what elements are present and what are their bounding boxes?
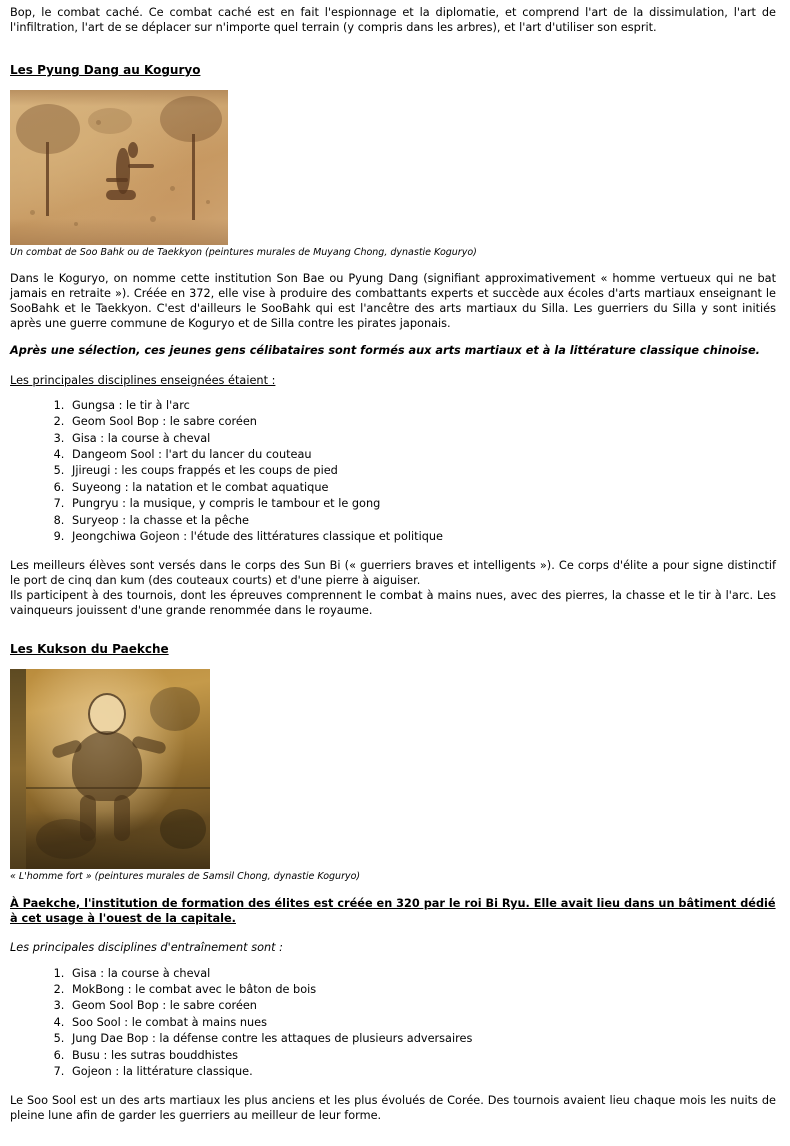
list-item: 3. Geom Sool Bop : le sabre coréen bbox=[68, 998, 776, 1014]
figure-caption-samsil: « L'homme fort » (peintures murales de Samsil Chong, dynastie Koguryo) bbox=[10, 871, 361, 883]
list-item: 2. Geom Sool Bop : le sabre coréen bbox=[68, 414, 776, 430]
list-item: 4. Soo Sool : le combat à mains nues bbox=[68, 1015, 776, 1031]
section1-closing-2: Ils participent à des tournois, dont les épreuves comprennent le combat à mains nues, avec des pierres, la chasse et le tir à l'arc. Les vainqueurs jouissent d'une grande renommée dans le royaume. bbox=[10, 589, 776, 618]
list-item: 5. Jjireugi : les coups frappés et les coups de pied bbox=[68, 463, 776, 479]
section1-emphasis: Après une sélection, ces jeunes gens célibataires sont formés aux arts martiaux et à la littérature classique chinoise. bbox=[10, 344, 760, 358]
intro-paragraph: Bop, le combat caché. Ce combat caché est en fait l'espionnage et la diplomatie, et comprend l'art de la dissimulation, l'art de l'infiltration, l'art de se déplacer sur n'importe quel terrain (y compris dans les arbres), et l'art d'utiliser son esprit. bbox=[10, 6, 776, 34]
list-item: 8. Suryeop : la chasse et la pêche bbox=[68, 513, 776, 529]
list-item: 2. MokBong : le combat avec le bâton de bois bbox=[68, 982, 776, 998]
figure-samsil-mural bbox=[10, 669, 776, 884]
mural-image-samsil bbox=[10, 669, 210, 869]
list-item: 9. Jeongchiwa Gojeon : l'étude des littératures classique et politique bbox=[68, 529, 776, 545]
section1-disciplines-list bbox=[10, 398, 776, 545]
list-item: 5. Jung Dae Bop : la défense contre les attaques de plusieurs adversaires bbox=[68, 1031, 776, 1047]
list-item: 7. Pungryu : la musique, y compris le tambour et le gong bbox=[68, 496, 776, 512]
section-heading-pyung-dang: Les Pyung Dang au Koguryo bbox=[10, 62, 201, 77]
section2-emphasis: À Paekche, l'institution de formation des élites est créée en 320 par le roi Bi Ryu. Elle avait lieu dans un bâtiment dédié à cet usage à l'ouest de la capitale. bbox=[10, 896, 776, 926]
figure-caption-koguryo: Un combat de Soo Bahk ou de Taekkyon (peintures murales de Muyang Chong, dynastie Koguryo) bbox=[10, 247, 477, 258]
figure-koguryo-mural bbox=[10, 90, 776, 260]
section1-list-intro: Les principales disciplines enseignées étaient : bbox=[10, 373, 276, 387]
section2-disciplines-list bbox=[10, 966, 776, 1081]
section-heading-kukson: Les Kukson du Paekche bbox=[10, 641, 169, 656]
section2-closing-1: Le Soo Sool est un des arts martiaux les plus anciens et les plus évolués de Corée. Des tournois avaient lieu chaque mois les nuits de pleine lune afin de garder les guerriers au meilleur de leur forme. bbox=[10, 1094, 776, 1123]
list-item: 6. Busu : les sutras bouddhistes bbox=[68, 1048, 776, 1064]
section2-list-intro: Les principales disciplines d'entraînement sont : bbox=[10, 941, 283, 955]
mural-image-koguryo bbox=[10, 90, 228, 245]
list-item: 3. Gisa : la course à cheval bbox=[68, 431, 776, 447]
list-item: 6. Suyeong : la natation et le combat aquatique bbox=[68, 480, 776, 496]
section1-closing-1: Les meilleurs élèves sont versés dans le corps des Sun Bi (« guerriers braves et intelligents »). Ce corps d'élite a pour signe distinctif le port de cinq dan kum (des couteaux courts) et d'une pierre à aiguiser. bbox=[10, 559, 776, 588]
list-item: 1. Gisa : la course à cheval bbox=[68, 966, 776, 982]
section1-body-paragraph: Dans le Koguryo, on nomme cette institution Son Bae ou Pyung Dang (signifiant approximativement « homme vertueux qui ne bat jamais en retraite »). Créée en 372, elle vise à produire des combattants experts et succède aux écoles d'arts martiaux enseignant le SooBahk et le Taekkyon. C'est d'ailleurs le SooBahk qui est l'ancêtre des arts martiaux du Silla. Les guerriers du Silla y sont initiés après une guerre commune de Koguryo et de Silla contre les pirates japonais. bbox=[10, 271, 776, 330]
list-item: 7. Gojeon : la littérature classique. bbox=[68, 1064, 776, 1080]
list-item: 4. Dangeom Sool : l'art du lancer du couteau bbox=[68, 447, 776, 463]
list-item: 1. Gungsa : le tir à l'arc bbox=[68, 398, 776, 414]
